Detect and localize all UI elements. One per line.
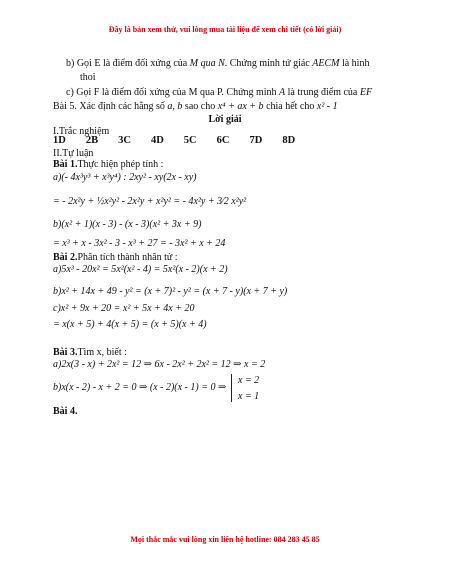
bai2-b: b)x² + 14x + 49 - y² = (x + 7)² - y² = (x + 7 - y)(x + 7 + y) — [53, 286, 288, 297]
bai5-math1: a, b — [167, 101, 183, 112]
bai5-text3: chia hết cho — [263, 101, 317, 112]
footer-banner: Mọi thắc mắc vui lòng xin liên hệ hotline: 084 283 45 85 — [130, 535, 320, 544]
problem-c-text1: c) Gọi F là điểm đối xứng của M qua P. Chứng minh — [66, 87, 280, 98]
bai1-b-line2: = x³ + x - 3x² - 3 - x³ + 27 = - 3x² + x + 24 — [53, 238, 226, 249]
bai2-a: a)5x³ - 20x² = 5x²(x² - 4) = 5x²(x - 2)(x + 2) — [53, 264, 228, 275]
header-banner: Đây là bản xem thử, vui lòng mua tài liệu để xem chi tiết (có lời giải) — [108, 25, 342, 34]
problem-c-math2: EF — [359, 87, 373, 98]
bai1-title: Bài 1. — [53, 159, 78, 170]
problem-c-line — [66, 87, 372, 99]
problem-c-text2: là trung điểm của — [285, 87, 360, 98]
bai1-a-line2: = - 2x²y + ½x²y² - 2x²y + x²y² = - 4x²y + 3⁄2 x²y² — [53, 196, 247, 207]
bai2-desc: Phân tích thành nhân tử : — [77, 252, 178, 263]
bai1-b-line1: b)(x² + 1)(x - 3) - (x - 3)(x² + 3x + 9) — [53, 219, 202, 230]
bai5-math2: x⁴ + ax + b — [217, 101, 264, 112]
bai3-title: Bài 3. — [53, 347, 78, 358]
bai2-title: Bài 2. — [53, 252, 78, 263]
answer-list — [53, 135, 315, 146]
bai1-heading — [53, 159, 163, 171]
bai3-b-case2: x = 1 — [238, 391, 260, 402]
answer-item: 1D — [53, 135, 66, 146]
bai2-heading — [53, 252, 178, 264]
answer-item: 6C — [216, 135, 230, 146]
answer-item: 8D — [282, 135, 296, 146]
bai1-a-line1: a)(- 4x³y³ + x³y⁴) : 2xy² - xy(2x - xy) — [53, 172, 197, 183]
bai1-desc: Thực hiện phép tính : — [77, 159, 164, 170]
bai2-c-line1: c)x² + 9x + 20 = x² + 5x + 4x + 20 — [53, 303, 195, 314]
bai5-math3: x² - 1 — [316, 101, 338, 112]
case-brace — [231, 374, 236, 402]
bai5-text1: Bài 5. Xác định các hằng số — [53, 101, 168, 112]
bai4-heading: Bài 4. — [53, 406, 78, 417]
bai3-desc: Tìm x, biết : — [77, 347, 127, 358]
bai3-a: a)2x(3 - x) + 2x² = 12 ⇒ 6x - 2x² + 2x² = 12 ⇒ x = 2 — [53, 359, 266, 370]
problem-b-math2: AECM — [312, 58, 340, 69]
bai5-text2: sao cho — [182, 101, 218, 112]
solution-title: Lời giải — [208, 114, 242, 125]
bai3-b: b)x(x - 2) - x + 2 = 0 ⇒ (x - 2)(x - 1) = 0 ⇒ — [53, 382, 227, 393]
problem-b-text2: . Chứng minh tứ giác — [224, 58, 313, 69]
bai5-line — [53, 101, 338, 113]
bai3-b-case1: x = 2 — [238, 375, 260, 386]
section-essay: II.Tự luận — [53, 148, 94, 159]
answer-item: 3C — [118, 135, 131, 146]
problem-b-cont: thoi — [80, 72, 96, 83]
answer-item: 2B — [85, 135, 99, 146]
section-multiple-choice: I.Trắc nghiệm — [53, 126, 110, 137]
problem-b-text3: là hình — [339, 58, 370, 69]
bai3-heading — [53, 347, 127, 359]
answer-item: 7D — [249, 135, 263, 146]
answer-item: 4D — [150, 135, 164, 146]
problem-b-line — [66, 58, 369, 70]
problem-c-math1: A — [279, 87, 286, 98]
problem-b-math1: M qua N — [189, 58, 225, 69]
problem-b-text1: b) Gọi E là điểm đối xứng của — [66, 58, 190, 69]
bai2-c-line2: = x(x + 5) + 4(x + 5) = (x + 5)(x + 4) — [53, 319, 207, 330]
answer-item: 5C — [183, 135, 197, 146]
